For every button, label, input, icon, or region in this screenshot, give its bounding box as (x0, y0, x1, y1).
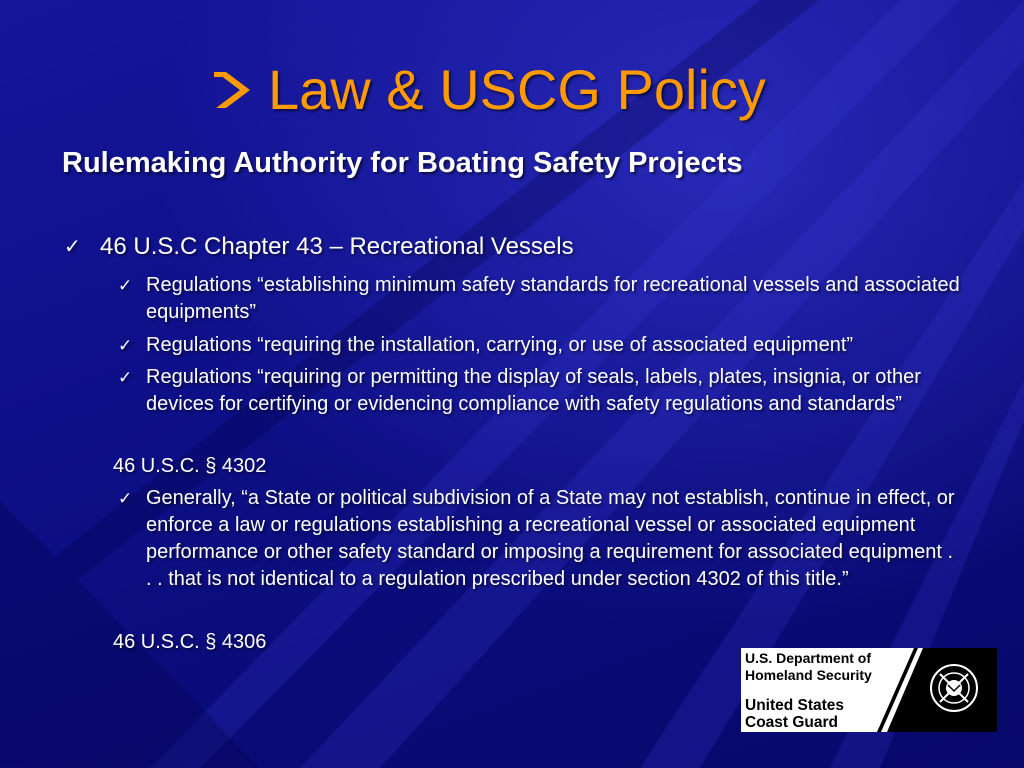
checkmark-icon: ✓ (118, 276, 133, 296)
checkmark-icon: ✓ (118, 368, 133, 388)
logo-department-text: U.S. Department of Homeland Security (745, 650, 872, 683)
citation: 46 U.S.C. § 4306 (113, 631, 267, 653)
slide-title-text: Law & USCG Policy (268, 58, 766, 121)
list-item: Generally, “a State or political subdivision of a State may not establish, continue in effect, or enforce a law or regulations establishing a recreational vessel or associated equipment performance or other safety standard or imposing a requirement for associated equipment . . . that is not identical to a regulation prescribed under section 4302 of this title.” (146, 487, 955, 590)
section-heading: 46 U.S.C Chapter 43 – Recreational Vessels (100, 233, 574, 260)
list-item: Regulations “establishing minimum safety standards for recreational vessels and associated equipments” (146, 274, 960, 323)
logo-coast-guard-text: United States Coast Guard (745, 697, 845, 731)
checkmark-icon: ✓ (64, 234, 81, 258)
checkmark-icon: ✓ (118, 336, 133, 356)
list-item: Regulations “requiring the installation, carrying, or use of associated equipment” (146, 334, 854, 356)
arrow-bullet-icon (212, 67, 260, 113)
citation: 46 U.S.C. § 4302 (113, 455, 267, 477)
list-item: Regulations “requiring or permitting the display of seals, labels, plates, insignia, or other devices for certifying or evidencing compliance with safety regulations and standards” (146, 366, 921, 415)
slide-subtitle: Rulemaking Authority for Boating Safety Projects (62, 147, 743, 179)
checkmark-icon: ✓ (118, 489, 133, 509)
slide-title (212, 58, 766, 121)
dhs-uscg-logo (741, 648, 997, 732)
